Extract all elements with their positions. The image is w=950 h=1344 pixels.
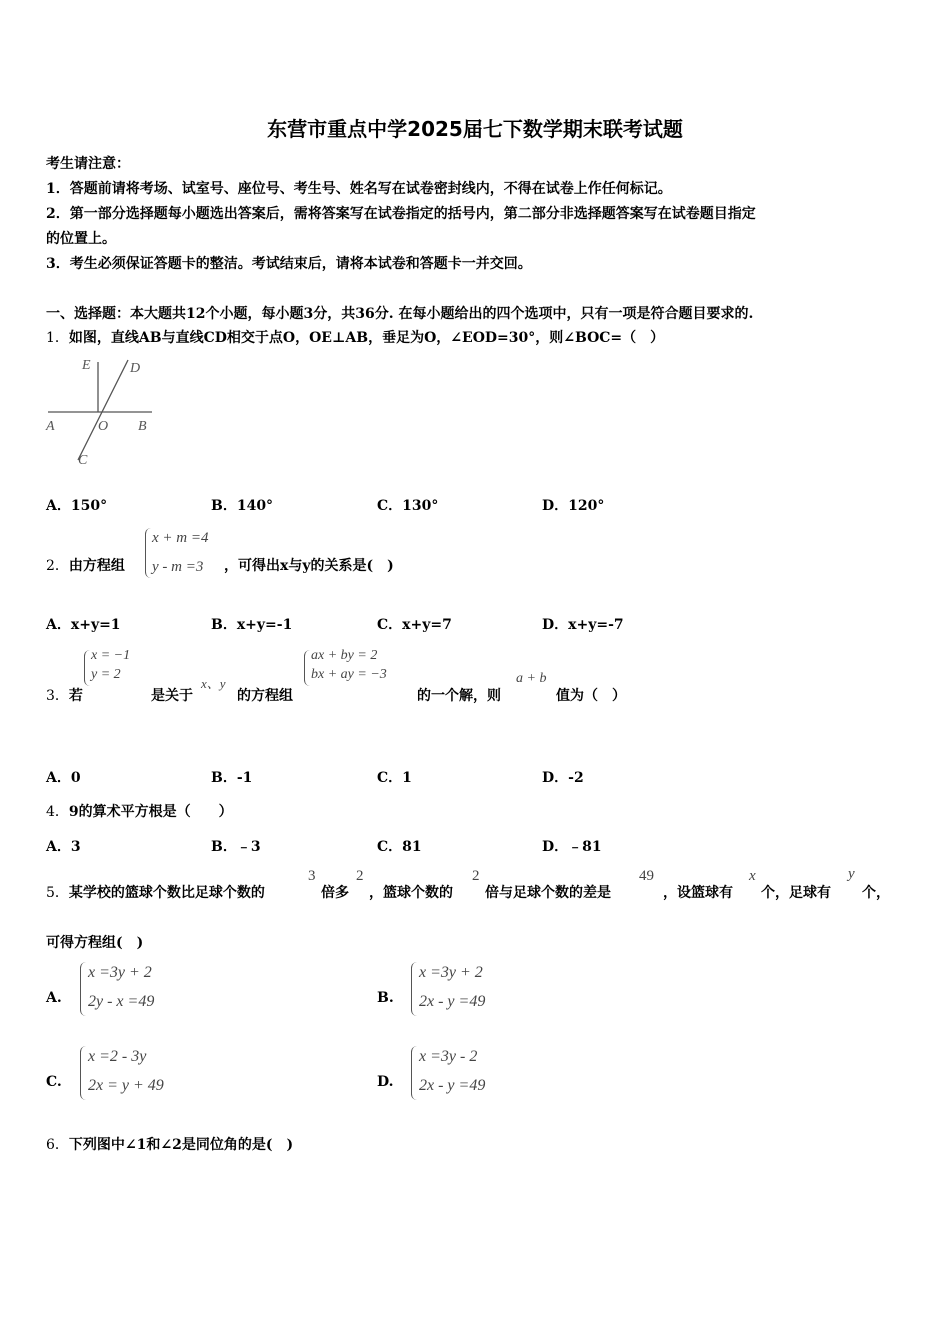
q5-option-a-brace — [80, 962, 87, 1016]
q5-option-b-label[interactable]: B. — [377, 990, 394, 1006]
q3-text-3: 的方程组 — [237, 688, 293, 704]
question-number: 1． — [46, 330, 69, 346]
question-3-lead — [46, 685, 83, 705]
q3-option-c[interactable]: C．1 — [377, 770, 412, 786]
q3-vars: x、y — [201, 676, 226, 691]
q5-num-3: 3 — [308, 868, 316, 884]
q5-num-2b: 2 — [472, 868, 480, 884]
q2-eq1: x + m =4 — [152, 530, 209, 546]
q5-option-c-brace — [80, 1046, 87, 1100]
q5-text-3: ，篮球个数的 — [369, 885, 453, 901]
question-4 — [46, 801, 233, 821]
label-a: A — [46, 419, 55, 434]
notice-item-2: 2．第一部分选择题每小题选出答案后，需将答案写在试卷指定的括号内，第二部分非选择题答案写在试卷题目指定 — [46, 206, 756, 222]
question-text: 9的算术平方根是（ ） — [68, 804, 233, 820]
q3-text-4: 的一个解，则 — [417, 688, 501, 704]
q2-option-c[interactable]: C．x+y=7 — [377, 617, 452, 633]
line-cd — [78, 360, 128, 460]
notice-item-2-cont: 的位置上。 — [46, 231, 116, 247]
label-d: D — [130, 361, 141, 376]
question-number: 6． — [46, 1137, 69, 1153]
q5-option-b-eq1: x =3y + 2 — [419, 964, 483, 981]
question-number: 5． — [46, 885, 69, 901]
question-text: 如图，直线AB与直线CD相交于点O，OE⊥AB，垂足为O，∠EOD=30°，则∠BOC=（ ） — [68, 330, 665, 346]
q5-option-c-eq2: 2x = y + 49 — [88, 1077, 164, 1094]
q5-var-y: y — [848, 866, 855, 882]
notice-item-1: 1．答题前请将考场、试室号、座位号、考生号、姓名写在试卷密封线内，不得在试卷上作任何标记。 — [46, 181, 672, 197]
q3-option-d[interactable]: D．-2 — [542, 770, 584, 786]
q5-var-x: x — [749, 868, 756, 884]
q5-num-49: 49 — [639, 868, 654, 884]
q5-text-4: 倍与足球个数的差是 — [485, 885, 611, 901]
q3-expression: a + b — [516, 671, 547, 686]
q5-text-5: ，设篮球有 — [663, 885, 733, 901]
question-5-lead — [46, 882, 265, 902]
q3-system-brace — [304, 650, 310, 686]
q5-text-6: 个，足球有 — [761, 885, 831, 901]
q5-option-a-label[interactable]: A. — [46, 990, 62, 1006]
question-text: 由方程组 — [68, 558, 125, 574]
label-o: O — [98, 419, 109, 434]
q3-solution-y: y = 2 — [91, 667, 121, 682]
q5-option-d-eq2: 2x - y =49 — [419, 1077, 486, 1094]
q5-num-2a: 2 — [356, 868, 364, 884]
question-number: 3． — [46, 688, 69, 704]
q5-option-b-eq2: 2x - y =49 — [419, 993, 486, 1010]
q1-figure — [42, 352, 162, 472]
section-heading: 一、选择题：本大题共12个小题，每小题3分，共36分. 在每小题给出的四个选项中，只有一项是符合题目要求的. — [46, 306, 754, 322]
q5-option-a-eq2: 2y - x =49 — [88, 993, 155, 1010]
notice-item-3: 3．考生必须保证答题卡的整洁。考试结束后，请将本试卷和答题卡一并交回。 — [46, 256, 532, 272]
q2-brace — [145, 528, 152, 578]
q5-option-a-eq1: x =3y + 2 — [88, 964, 152, 981]
q3-text-2: 是关于 — [151, 688, 193, 704]
label-c: C — [78, 453, 88, 468]
q4-option-b[interactable]: B．﹣3 — [211, 839, 261, 855]
q5-option-b-brace — [411, 962, 418, 1016]
q3-text-5: 值为（ ） — [556, 688, 626, 704]
q3-option-b[interactable]: B．-1 — [211, 770, 253, 786]
q3-solution-brace — [84, 650, 90, 686]
notice-heading: 考生请注意： — [46, 156, 130, 172]
q5-option-d-eq1: x =3y - 2 — [419, 1048, 478, 1065]
q1-option-a[interactable]: A．150° — [46, 498, 108, 514]
label-e: E — [82, 358, 91, 373]
question-text: 某学校的篮球个数比足球个数的 — [68, 885, 265, 901]
q3-solution-x: x = −1 — [91, 648, 131, 663]
q4-option-a[interactable]: A．3 — [46, 839, 81, 855]
q2-option-d[interactable]: D．x+y=-7 — [542, 617, 624, 633]
question-number: 2． — [46, 558, 69, 574]
q1-option-b[interactable]: B．140° — [211, 498, 274, 514]
question-2-lead — [46, 555, 125, 575]
q2-eq2: y - m =3 — [152, 559, 204, 575]
q3-system-eq2: bx + ay = −3 — [311, 667, 387, 682]
q3-option-a[interactable]: A．0 — [46, 770, 81, 786]
question-1 — [46, 327, 664, 347]
q5-option-d-label[interactable]: D. — [377, 1074, 394, 1090]
q5-option-c-label[interactable]: C. — [46, 1074, 62, 1090]
q5-line-2: 可得方程组( ) — [46, 935, 144, 951]
q2-option-a[interactable]: A．x+y=1 — [46, 617, 121, 633]
q5-option-d-brace — [411, 1046, 418, 1100]
q5-option-c-eq1: x =2 - 3y — [88, 1048, 147, 1065]
q1-option-c[interactable]: C．130° — [377, 498, 439, 514]
q1-option-d[interactable]: D．120° — [542, 498, 605, 514]
label-b: B — [138, 419, 147, 434]
question-2-tail: ，可得出x与y的关系是( ) — [224, 558, 394, 574]
q5-text-7: 个， — [862, 885, 890, 901]
page-title: 东营市重点中学2025届七下数学期末联考试题 — [267, 117, 683, 141]
question-text: 下列图中∠1和∠2是同位角的是( ) — [68, 1137, 294, 1153]
question-text: 若 — [68, 688, 83, 704]
q5-text-2: 倍多 — [321, 885, 349, 901]
q4-option-d[interactable]: D．﹣81 — [542, 839, 602, 855]
q2-option-b[interactable]: B．x+y=-1 — [211, 617, 293, 633]
q3-system-eq1: ax + by = 2 — [311, 648, 378, 663]
question-6 — [46, 1134, 293, 1154]
q4-option-c[interactable]: C．81 — [377, 839, 422, 855]
question-number: 4． — [46, 804, 69, 820]
